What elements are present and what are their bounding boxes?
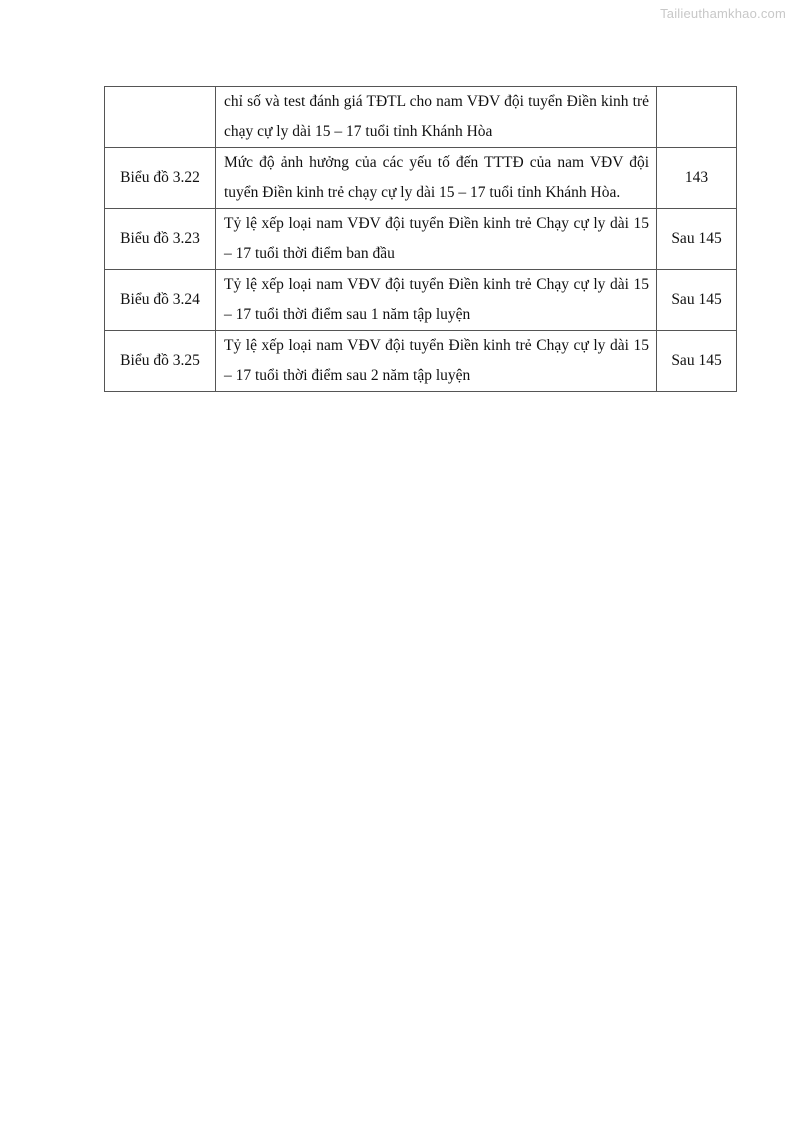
watermark: Tailieuthamkhao.com: [660, 6, 786, 21]
figure-label: [105, 87, 216, 148]
table-row: [105, 148, 737, 209]
table-row: [105, 331, 737, 392]
figure-list-table: [104, 86, 737, 392]
figure-description: chỉ số và test đánh giá TĐTL cho nam VĐV đội tuyển Điền kinh trẻ chạy cự ly dài 15 – 17 tuổi tỉnh Khánh Hòa: [216, 87, 657, 148]
figure-description: Mức độ ảnh hưởng của các yếu tố đến TTTĐ của nam VĐV đội tuyển Điền kinh trẻ chạy cự ly dài 15 – 17 tuổi tỉnh Khánh Hòa.: [216, 148, 657, 209]
table-row: [105, 209, 737, 270]
figure-page: Sau 145: [657, 209, 737, 270]
figure-label: Biểu đồ 3.23: [105, 209, 216, 270]
figure-page: 143: [657, 148, 737, 209]
table-row: [105, 270, 737, 331]
figure-label: Biểu đồ 3.24: [105, 270, 216, 331]
figure-page: Sau 145: [657, 270, 737, 331]
figure-description: Tỷ lệ xếp loại nam VĐV đội tuyển Điền kinh trẻ Chạy cự ly dài 15 – 17 tuổi thời điểm ban đầu: [216, 209, 657, 270]
figure-description: Tỷ lệ xếp loại nam VĐV đội tuyển Điền kinh trẻ Chạy cự ly dài 15 – 17 tuổi thời điểm sau 1 năm tập luyện: [216, 270, 657, 331]
table-row: [105, 87, 737, 148]
figure-page: Sau 145: [657, 331, 737, 392]
figure-description: Tỷ lệ xếp loại nam VĐV đội tuyển Điền kinh trẻ Chạy cự ly dài 15 – 17 tuổi thời điểm sau 2 năm tập luyện: [216, 331, 657, 392]
figure-label: Biểu đồ 3.22: [105, 148, 216, 209]
figure-label: Biểu đồ 3.25: [105, 331, 216, 392]
figure-page: [657, 87, 737, 148]
